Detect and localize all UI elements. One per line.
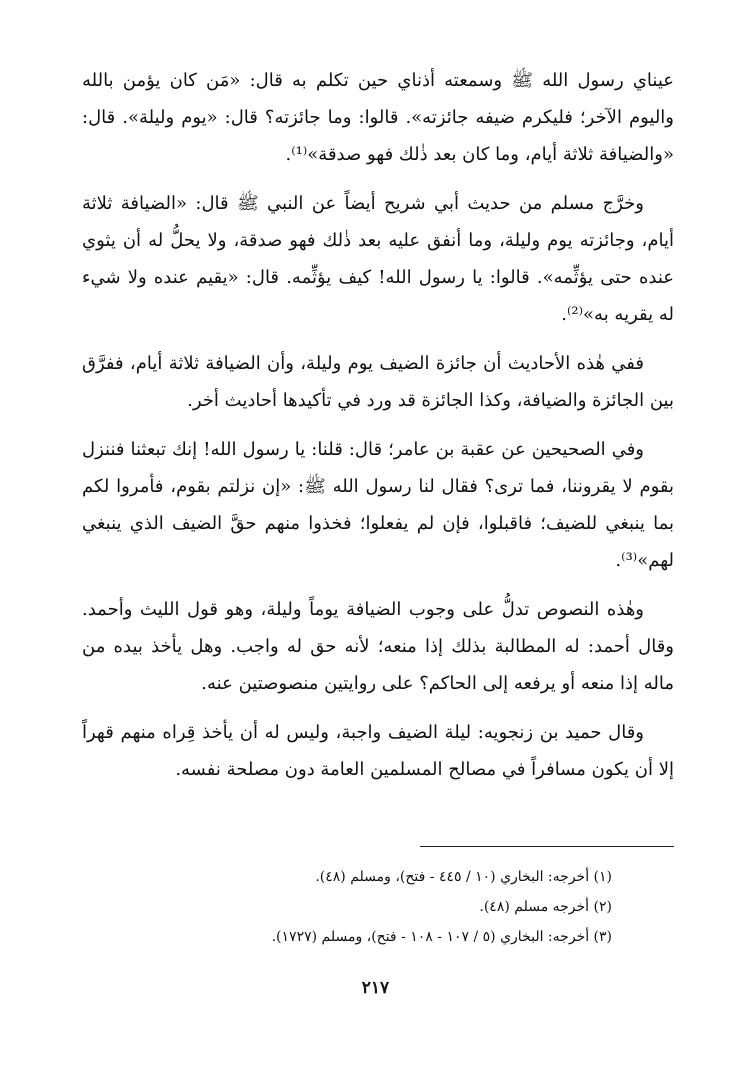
main-text — [82, 62, 674, 788]
footnote-2: (٢) أخرجه مسلم (٤٨). — [479, 899, 612, 915]
footnote-divider — [420, 846, 674, 847]
footnote-1: (١) أخرجه: البخاري (١٠ / ٤٤٥ - فتح)، ومسلم (٤٨). — [315, 869, 612, 885]
paragraph-2: وخرَّج مسلم من حديث أبي شريح أيضاً عن النبي ﷺ قال: «الضيافة ثلاثة أيام، وجائزته يوم وليلة، وما أنفق عليه بعد ذٰلك فهو صدقة، ولا يحلُّ له أن يثوي عنده حتى يؤثِّمه». قالوا: يا رسول الله! كيف يؤثِّمه. قال: «يقيم عنده ولا شيء له يقريه به»⁽²⁾. — [82, 193, 674, 325]
paragraph-5: وهٰذه النصوص تدلُّ على وجوب الضيافة يوماً وليلة، وهو قول الليث وأحمد. وقال أحمد: له المطالبة بذلك إذا منعه؛ لأنه حق له واجب. وهل يأخذ بيده من ماله إذا منعه أو يرفعه إلى الحاكم؟ على روايتين منصوصتين عنه. — [82, 599, 674, 694]
footnotes — [82, 862, 612, 952]
paragraph-3: ففي هٰذه الأحاديث أن جائزة الضيف يوم وليلة، وأن الضيافة ثلاثة أيام، ففرَّق بين الجائزة والضيافة، وكذا الجائزة قد ورد في تأكيدها أحاديث أخر. — [82, 353, 674, 411]
page-number: ٢١٧ — [361, 978, 390, 998]
paragraph-1: عيناي رسول الله ﷺ وسمعته أذناي حين تكلم به قال: «مَن كان يؤمن بالله واليوم الآخر؛ فليكرم ضيفه جائزته». قالوا: وما جائزته؟ قال: «يوم وليلة». قال: «والضيافة ثلاثة أيام، وما كان بعد ذٰلك فهو صدقة»⁽¹⁾. — [82, 70, 674, 165]
paragraph-6: وقال حميد بن زنجويه: ليلة الضيف واجبة، وليس له أن يأخذ قِراه منهم قهراً إلا أن يكون مسافراً في مصالح المسلمين العامة دون مصلحة نفسه. — [82, 722, 674, 780]
paragraph-4: وفي الصحيحين عن عقبة بن عامر؛ قال: قلنا: يا رسول الله! إنك تبعثنا فننزل بقوم لا يقروننا، فما ترى؟ فقال لنا رسول الله ﷺ: «إن نزلتم بقوم، فأمروا لكم بما ينبغي للضيف؛ فاقبلوا، فإن لم يفعلوا؛ فخذوا منهم حقَّ الضيف الذي ينبغي لهم»⁽³⁾. — [82, 439, 675, 571]
footnote-3: (٣) أخرجه: البخاري (٥ / ١٠٧ - ١٠٨ - فتح)، ومسلم (١٧٢٧). — [271, 929, 612, 945]
